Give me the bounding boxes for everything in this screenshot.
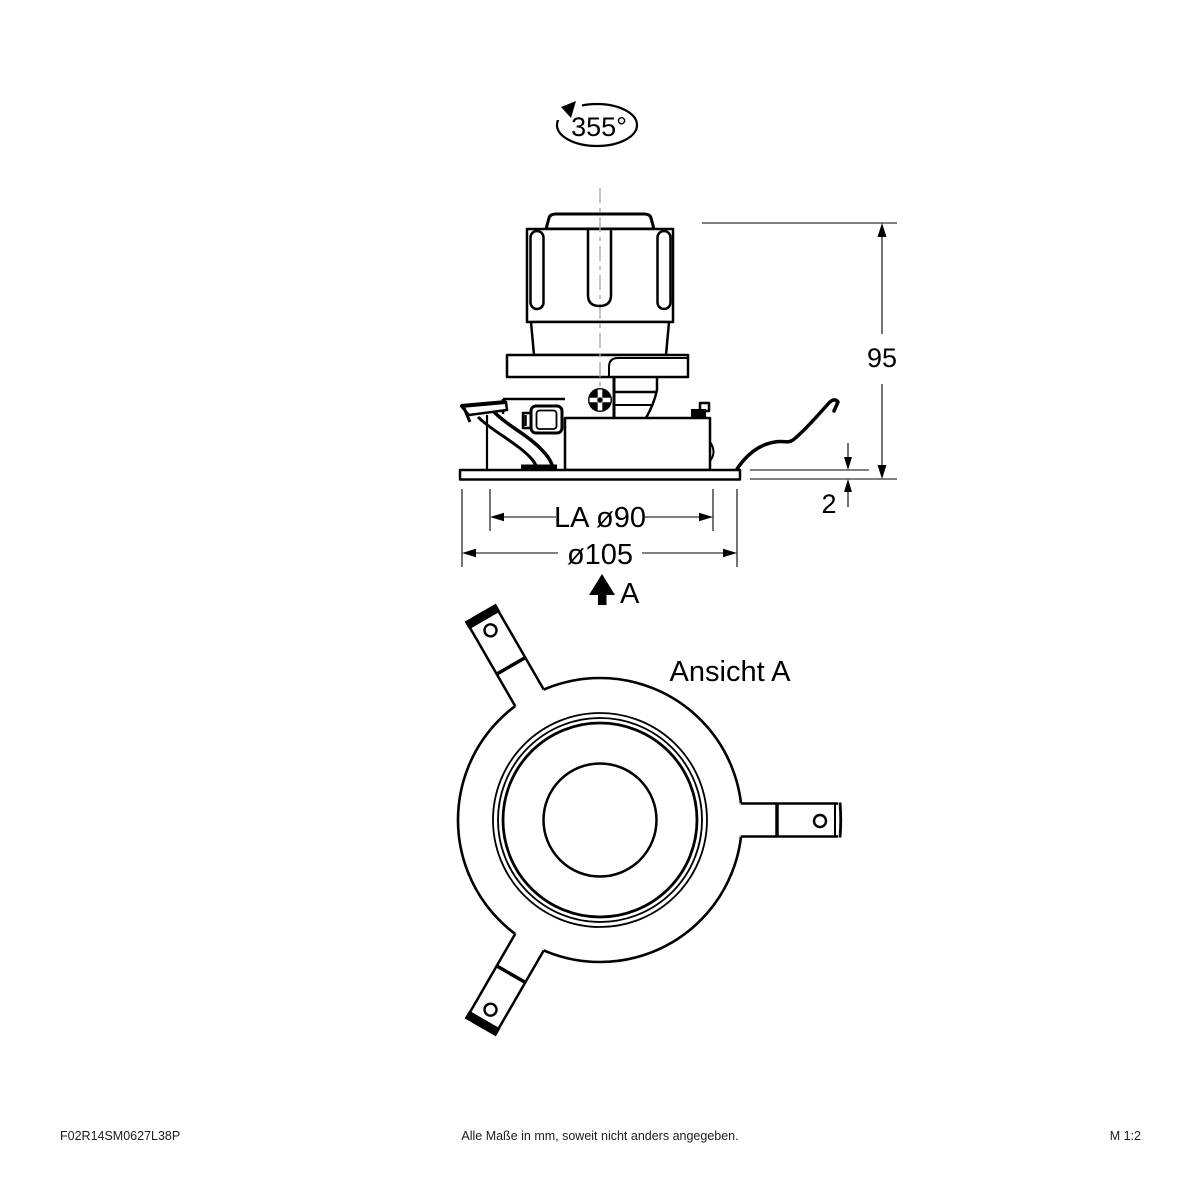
- rotation-angle-label: 355°: [571, 112, 627, 142]
- trim-flange: [460, 470, 740, 480]
- trim-ring-outer: [458, 678, 742, 962]
- spring-clip-left: [461, 402, 562, 469]
- arrowhead-down-icon: [844, 457, 852, 470]
- right-clip-block: [691, 409, 706, 418]
- view-arrow-label: A: [620, 578, 640, 610]
- bezel-ring-2: [498, 718, 702, 922]
- bottom-view-title: Ansicht A: [669, 656, 791, 688]
- terminal-box-body: [565, 418, 710, 470]
- arrowhead-up-icon: [878, 223, 887, 237]
- dim-height-95: [702, 223, 897, 479]
- view-direction-arrow-icon: [589, 574, 615, 595]
- bottom-view: [458, 603, 841, 1037]
- dim-95-label: 95: [866, 343, 898, 373]
- view-direction-marker: [589, 574, 640, 610]
- dim-2-label: 2: [821, 489, 837, 519]
- arrowhead-right-icon: [699, 513, 713, 521]
- arm-hole: [814, 815, 826, 827]
- footer-units-note: Alle Maße in mm, soweit nicht anders angegeben.: [461, 1129, 739, 1143]
- wire-spring-right: [737, 400, 838, 469]
- rotation-annotation: [549, 95, 637, 146]
- bezel-ring-3: [503, 723, 697, 917]
- mounting-arm-lower-left: [464, 932, 545, 1037]
- arm-end-edge: [840, 803, 841, 838]
- arrowhead-down-icon: [878, 465, 887, 479]
- arrowhead-left-icon: [490, 513, 504, 521]
- footer-article-code: F02R14SM0627L38P: [60, 1129, 181, 1143]
- side-view: [460, 188, 838, 480]
- dim-la-90: [490, 489, 713, 534]
- mounting-arm-right: [740, 803, 841, 838]
- mounting-arm-upper-left: [464, 603, 545, 708]
- dim-la90-label: LA ø90: [554, 502, 646, 534]
- yoke-right-edge: [646, 377, 657, 418]
- arrowhead-right-icon: [723, 549, 737, 557]
- phillips-screw-icon: [588, 388, 612, 412]
- arrowhead-up-icon: [844, 479, 852, 492]
- footer-scale: M 1:2: [1109, 1129, 1141, 1143]
- dim-105-label: ø105: [566, 539, 634, 571]
- lens-circle: [544, 764, 657, 877]
- terminal-box: [565, 403, 714, 470]
- arrowhead-left-icon: [462, 549, 476, 557]
- footer: [60, 1129, 1141, 1143]
- view-arrow-stem: [598, 595, 607, 605]
- bezel-ring-1: [493, 713, 707, 927]
- dim-flange-2: [750, 443, 869, 519]
